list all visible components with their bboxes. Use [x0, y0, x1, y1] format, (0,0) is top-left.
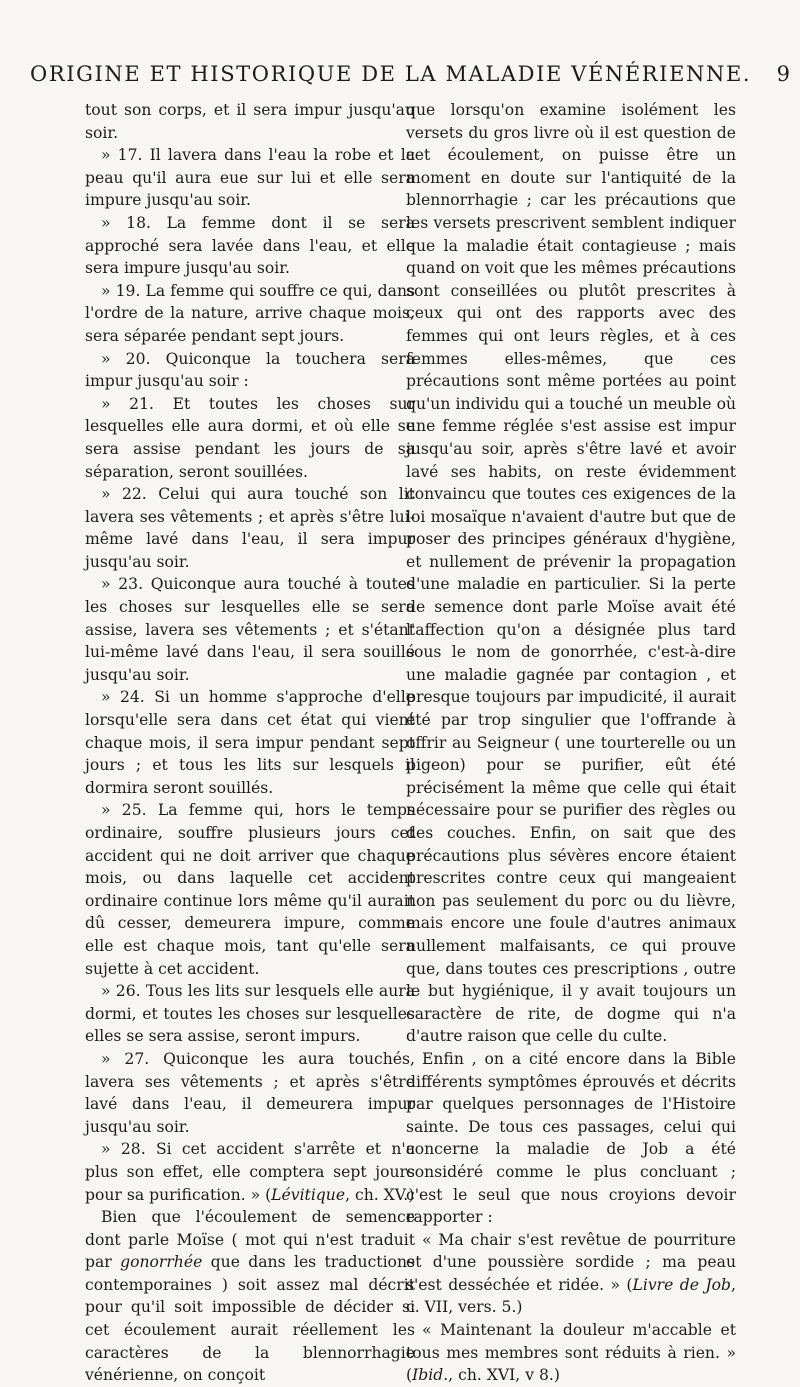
citation-italic: Lévitique — [271, 1185, 346, 1204]
paragraph: que lorsqu'on examine isolément les versets du gros livre où il est question de cet écoulement, on puisse être un moment en doute sur l'antiquité de la blennorrhagie ; car les précautions que les versets prescrivent semblent indiquer que la maladie était contagieuse ; mais quand on voit que les mêmes précautions sont conseillées ou plutôt prescrites à ceux qui ont des rapports avec des femmes qui ont leurs règles, et à ces femmes elles-mêmes, que ces précautions sont même portées au point qu'un individu qui a touché un meuble où une femme réglée s'est assise est impur jusqu'au soir, après s'être lavé et avoir lavé ses habits, on reste évidemment convaincu que toutes ces exigences de la loi mosaïque n'avaient d'autre but que de poser des principes généraux d'hygiène, et nullement de prévenir la propagation d'une maladie en particulier. Si la perte de semence dont parle Moïse avait été l'affection qu'on a désignée plus tard sous le nom de gonorrhée, c'est-à-dire une maladie gagnée par contagion , et presque toujours par impudicité, il aurait été par trop singulier que l'offrande à offrir au Seigneur ( une tourterelle ou un pigeon) pour se purifier, eût été précisément la même que celle qui était nécessaire pour se purifier des règles ou des couches. Enfin, on sait que des précautions plus sévères encore étaient prescrites contre ceux qui mangeaient non pas seulement du porc ou du lièvre, mais encore une foule d'autres animaux nullement malfaisants, ce qui prouve que, dans toutes ces prescriptions , outre le but hygiénique, il y avait toujours un caractère de rite, de dogme qui n'a d'autre raison que celle du culte. — [406, 101, 736, 1046]
text: « Ma chair s'est revêtue de pourriture et d'une poussière sordide ; ma peau s'est desséchée et ridée. » ( — [406, 1230, 736, 1294]
paragraph: » 27. Quiconque les aura touchés, lavera ses vêtements ; et après s'être lavé dans l'eau, il demeurera impur jusqu'au soir. — [85, 1049, 415, 1136]
citation-italic: Ibid. — [412, 1366, 449, 1385]
paragraph: tout son corps, et il sera impur jusqu'au soir. — [85, 101, 415, 142]
text: » 28. Si cet accident s'arrête et n'a plus son effet, elle comptera sept jours pour sa purification. » ( — [85, 1140, 415, 1204]
paragraph: Enfin , on a cité encore dans la Bible différents symptômes éprouvés et décrits par quelques personnages de l'Histoire sainte. De tous ces passages, celui qui concerne la maladie de Job a été considéré comme le plus concluant ; c'est le seul que nous croyions devoir rapporter : — [406, 1049, 736, 1227]
term-italic: gonorrhée — [120, 1253, 203, 1272]
running-header — [30, 62, 790, 102]
paragraph: » 19. La femme qui souffre ce qui, dans l'ordre de la nature, arrive chaque mois, sera séparée pendant sept jours. — [85, 281, 415, 345]
paragraph — [406, 1319, 736, 1387]
paragraph: » 21. Et toutes les choses sur lesquelles elle aura dormi, et où elle se sera assise pendant les jours de sa séparation, seront souillées. — [85, 394, 415, 481]
paragraph — [406, 1229, 736, 1319]
left-column — [85, 99, 415, 1387]
paragraph: » 24. Si un homme s'approche d'elle lorsqu'elle sera dans cet état qui vient chaque mois, il sera impur pendant sept jours ; et tous les lits sur lesquels il dormira seront souillés. — [85, 688, 415, 797]
paragraph: » 18. La femme dont il se sera approché sera lavée dans l'eau, et elle sera impure jusqu'au soir. — [85, 213, 415, 278]
paragraph: » 20. Quiconque la touchera sera impur jusqu'au soir : — [85, 349, 415, 391]
paragraph — [85, 1138, 415, 1206]
paragraph: » 26. Tous les lits sur lesquels elle aura dormi, et toutes les choses sur lesquelles elles se sera assise, seront impurs. — [85, 982, 415, 1046]
text: « Maintenant la douleur m'accable et tous mes membres sont réduits à rien. » ( — [406, 1321, 736, 1385]
text: que dans les traductions contemporaines ) soit assez mal décrit pour qu'il soit impossible de décider si cet écoulement aurait réellement les caractères de la blennorrhagie vénérienne, on conçoit — [85, 1253, 415, 1385]
paragraph: » 23. Quiconque aura touché à toutes les choses sur lesquelles elle se sera assise, lavera ses vêtements ; et s'étant lui-même lavé dans l'eau, il sera souillé jusqu'au soir. — [85, 575, 415, 684]
paragraph — [85, 1206, 415, 1387]
right-column — [406, 99, 736, 1387]
paragraph: » 17. Il lavera dans l'eau la robe et la peau qu'il aura eue sur lui et elle sera impure jusqu'au soir. — [85, 146, 415, 210]
text: , ch. XVI, v 8.) — [448, 1366, 560, 1385]
text: , ch. XV.) — [345, 1185, 415, 1204]
text: Bien que l'écoulement de semence dont parle Moïse ( mot qui n'est traduit par — [85, 1208, 415, 1272]
running-title: ORIGINE ET HISTORIQUE DE LA MALADIE VÉNÉRIENNE. — [30, 62, 752, 86]
page-number: 9 — [776, 62, 790, 86]
paragraph: » 22. Celui qui aura touché son lit lavera ses vêtements ; et après s'être lui-même lavé dans l'eau, il sera impur jusqu'au soir. — [85, 485, 415, 571]
text: , c. VII, vers. 5.) — [406, 1275, 736, 1317]
paragraph: » 25. La femme qui, hors le temps ordinaire, souffre plusieurs jours cet accident qui ne doit arriver que chaque mois, ou dans laquelle cet accident ordinaire continue lors même qu'il aurait dû cesser, demeurera impure, comme elle est chaque mois, tant qu'elle sera sujette à cet accident. — [85, 801, 415, 978]
citation-italic: Livre de Job — [632, 1275, 732, 1294]
